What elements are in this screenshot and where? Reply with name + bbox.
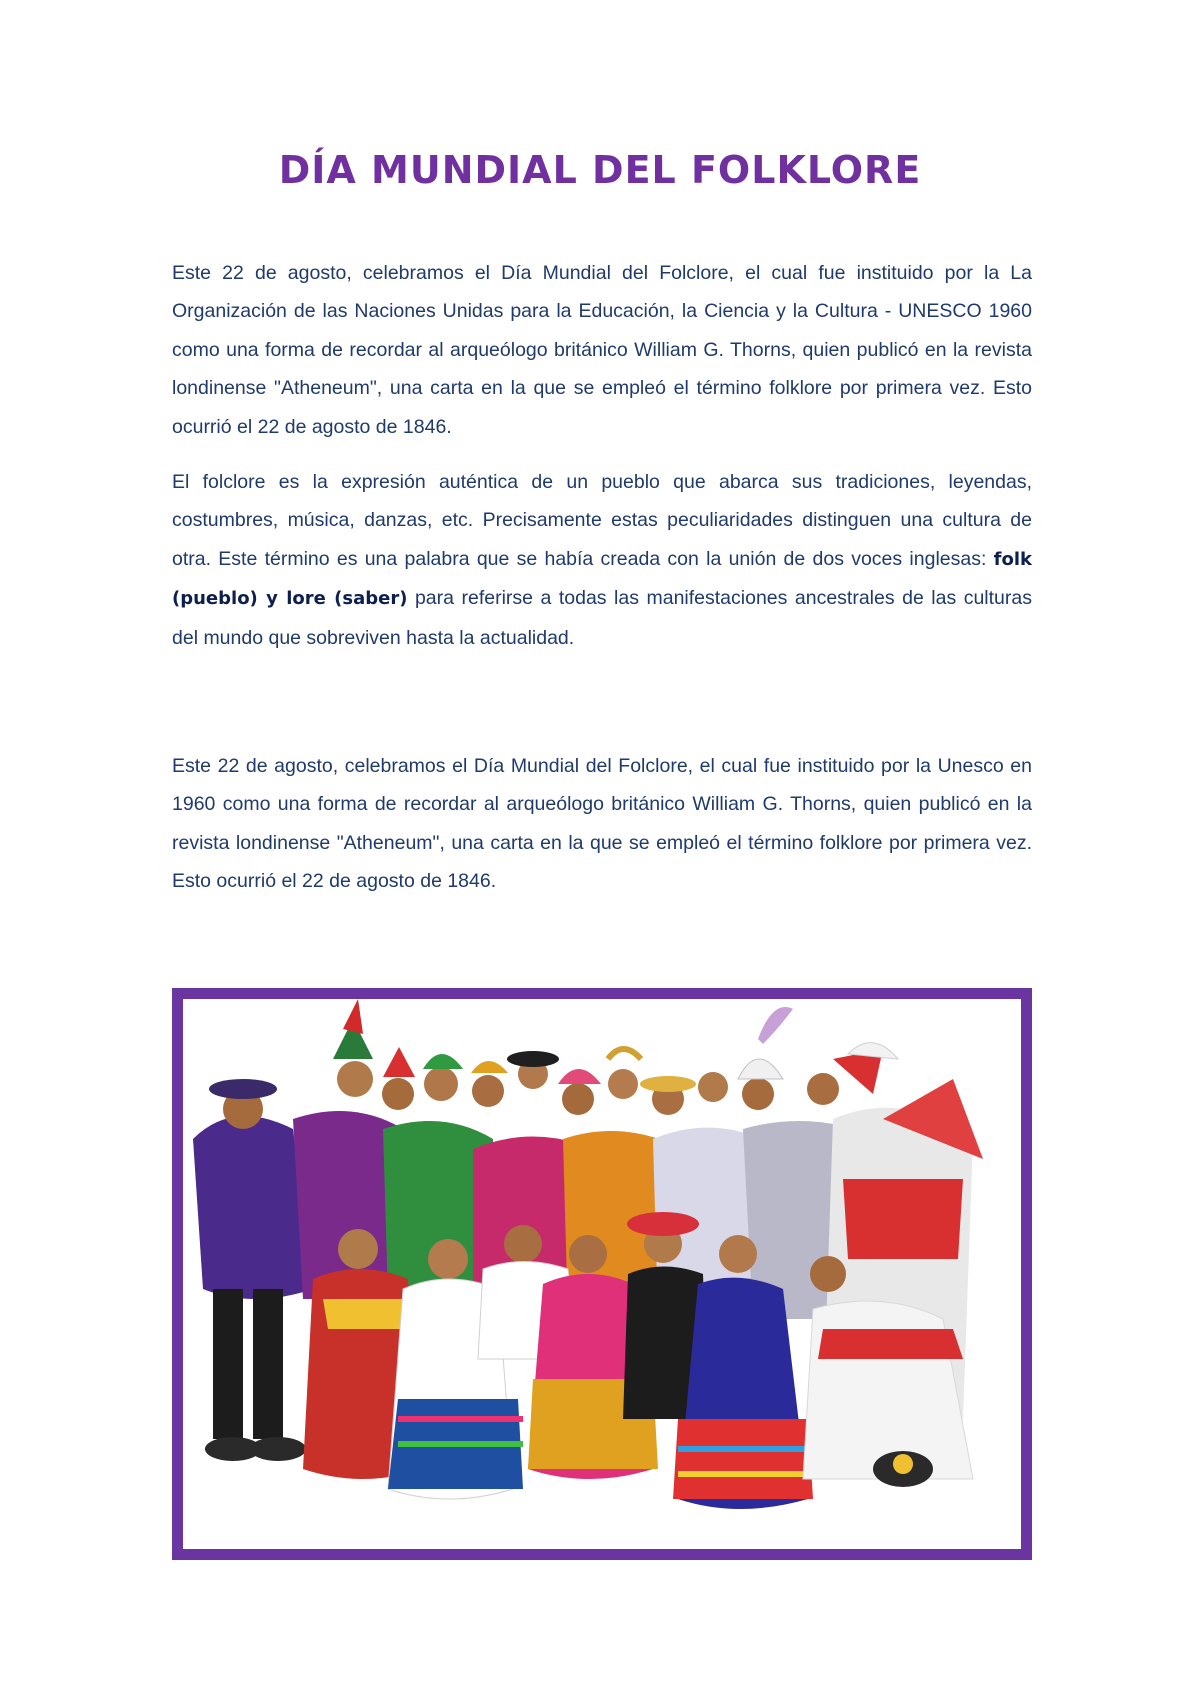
paragraph-3: Este 22 de agosto, celebramos el Día Mundial del Folclore, el cual fue instituido por la Unesco en 1960 como una forma de recordar al arqueólogo británico William G. Thorns, quien publicó en la revista londinense "Atheneum", una carta en la que se empleó el término folklore por primera vez. Esto ocurrió el 22 de agosto de 1846. <box>172 755 1032 893</box>
paragraph-2-intro: El folclore es la expresión auténtica de un pueblo que abarca sus tradiciones, leyendas, costumbres, música, danzas, etc. Precisamente estas peculiaridades distinguen una cultura de otra. Este término es una palabra que se había creada con la unión de dos voces inglesas: <box>172 471 1032 570</box>
paragraph-2-bold-term: folk (pueblo) y lore (saber) <box>172 548 1032 610</box>
paragraph-2 <box>172 463 1032 657</box>
folk-dancers-group-photo <box>183 999 1021 1549</box>
photo-frame <box>172 988 1032 1560</box>
paragraph-2-outro: para referirse a todas las manifestaciones ancestrales de las culturas del mundo que sobreviven hasta la actualidad. <box>172 587 1032 649</box>
page-title: DÍA MUNDIAL DEL FOLKLORE <box>278 148 922 192</box>
paragraph-1: Este 22 de agosto, celebramos el Día Mundial del Folclore, el cual fue instituido por la La Organización de las Naciones Unidas para la Educación, la Ciencia y la Cultura - UNESCO 1960 como una forma de recordar al arqueólogo británico William G. Thorns, quien publicó en la revista londinense "Atheneum", una carta en la que se empleó el término folklore por primera vez. Esto ocurrió el 22 de agosto de 1846. <box>172 262 1032 438</box>
